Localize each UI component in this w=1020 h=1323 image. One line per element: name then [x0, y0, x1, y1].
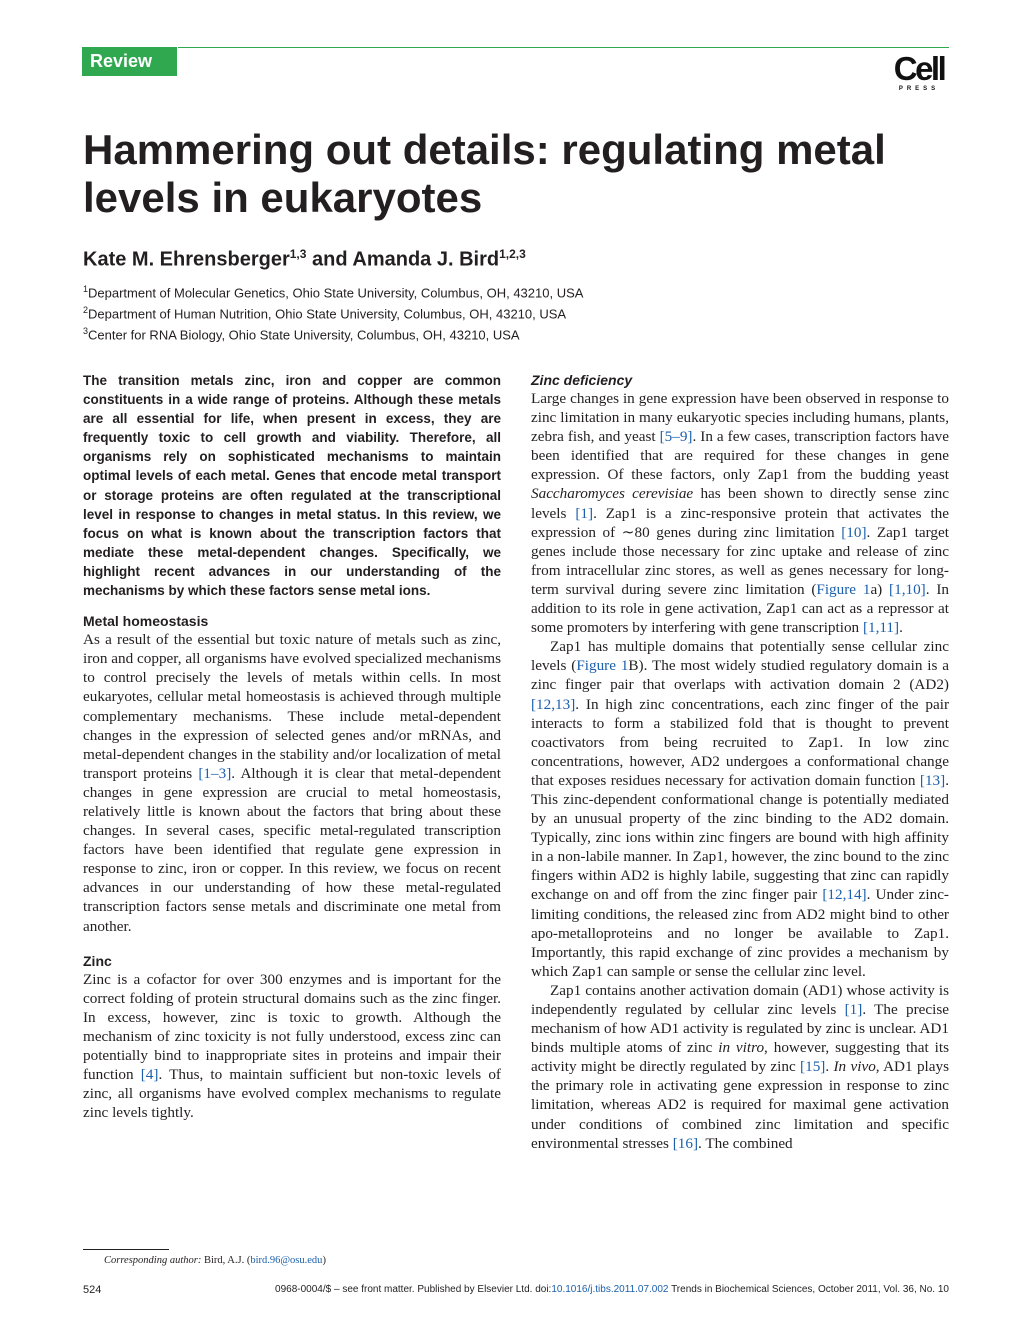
- body-text: . Zap1 is a zinc-responsive protein that activates the expression of ∼80 genes during zinc limitation: [531, 504, 949, 541]
- citation-link[interactable]: [1,10]: [889, 580, 926, 598]
- body-paragraph: [83, 970, 501, 1123]
- footnote-label: Corresponding author:: [104, 1255, 202, 1266]
- body-text: . In high zinc concentrations, each zinc finger of the pair interacts to form a stabilized fold that is thought to prevent coactivators from being recruited to Zap1. In low zinc concentrations, however, AD2 undergoes a conformational change that exposes residues necessary for activation domain function: [531, 695, 949, 789]
- article-type-tab: Review: [82, 47, 177, 76]
- author-affil-marker: 1,2,3: [499, 247, 526, 261]
- body-text: . In a few cases, transcription factors have been identified that are required for these changes in gene expression. Of these factors, only Zap1 from the budding yeast: [531, 428, 950, 484]
- footnote-close: ): [322, 1255, 326, 1266]
- body-text: Zap1 contains another activation domain (AD1) whose activity is independently regulated by cellular zinc levels: [531, 981, 949, 1018]
- affiliation-number: 3: [83, 326, 89, 337]
- body-text: . Under zinc-limiting conditions, the released zinc from AD2 might bind to other apo-metalloproteins and no longer be available to Zap1. Importantly, this rapid exchange of zinc provides a mechanism by which Zap1 can sample or sense the cellular zinc level.: [531, 886, 949, 980]
- body-text: Large changes in gene expression have been observed in response to zinc limitation in many eukaryotic species including humans, plants, zebra fish, and yeast: [531, 390, 949, 446]
- cell-press-logo: [887, 52, 951, 93]
- author-name: Kate M. Ehrensberger: [83, 248, 290, 271]
- citation-link[interactable]: [15]: [800, 1058, 826, 1076]
- body-text: , AD1 plays the primary role in activating gene expression in response to zinc limitation, whereas AD2 is required for maximal gene activation under conditions of combined zinc limitation and specific environmental stresses: [531, 1058, 950, 1152]
- figure-link[interactable]: Figure 1: [576, 657, 629, 675]
- footnote-rule: [83, 1249, 169, 1250]
- body-text: . In addition to its role in gene activation, Zap1 can act as a repressor at some promoters by interfering with gene transcription: [531, 580, 949, 637]
- corresponding-author-footnote: [104, 1254, 326, 1268]
- affiliation-line: [83, 281, 583, 302]
- body-paragraph: [531, 389, 949, 637]
- body-paragraph: [83, 630, 501, 936]
- citation-link[interactable]: [12,13]: [531, 695, 576, 713]
- doi-link[interactable]: 10.1016/j.tibs.2011.07.002: [551, 1284, 669, 1295]
- affiliation-text: Center for RNA Biology, Ohio State University, Columbus, OH, 43210, USA: [88, 327, 520, 343]
- affiliation-number: 1: [83, 284, 89, 294]
- affiliation-number: 2: [83, 305, 89, 316]
- body-text: a): [870, 580, 890, 598]
- right-column: [531, 371, 949, 1153]
- citation-link[interactable]: [1,11]: [862, 619, 900, 637]
- citation-link[interactable]: [5–9]: [659, 428, 693, 446]
- species-name: Saccharomyces cerevisiae: [531, 485, 694, 503]
- citation-link[interactable]: [13]: [919, 771, 946, 789]
- abstract: The transition metals zinc, iron and copper are common constituents in a wide range of proteins. Although these metals are all essential for life, when present in excess, they are frequently toxic to cell growth and viability. Therefore, all organisms rely on sophisticated mechanisms to maintain optimal levels of each metal. Genes that encode metal transport or storage proteins are often regulated at the transcriptional level in response to changes in metal status. In this review, we focus on what is known about the transcription factors that mediate these metal-dependent changes. Specifically, we highlight recent advances in our understanding of the mechanisms by which these factors sense metal ions.: [83, 373, 501, 599]
- body-text: , however, suggesting that its activity might be directly regulated by zinc: [531, 1039, 949, 1076]
- body-text: As a result of the essential but toxic nature of metals such as zinc, iron and copper, all organisms have evolved specialized mechanisms to control precisely the levels of metals within cells. In most eukaryotes, cellular metal homeostasis is achieved through multiple complementary mechanisms. These include metal-dependent changes in the expression of selected genes and/or mRNAs, and metal-dependent changes in the stability and/or localization of metal transport proteins: [83, 631, 501, 782]
- section-heading-metal-homeostasis: Metal homeostasis: [83, 613, 209, 630]
- section-heading-zinc: Zinc: [83, 952, 112, 969]
- citation-link[interactable]: [1–3]: [198, 764, 232, 782]
- article-title: Hammering out details: regulating metal levels in eukaryotes: [83, 126, 886, 221]
- body-text: Zap1 has multiple domains that potentially sense cellular zinc levels (: [531, 638, 949, 675]
- author-line: [83, 241, 526, 273]
- affiliation-text: Department of Molecular Genetics, Ohio State University, Columbus, OH, 43210, USA: [88, 285, 584, 301]
- email-link[interactable]: bird.96@osu.edu: [250, 1255, 323, 1266]
- latin-term: In vivo: [833, 1058, 876, 1076]
- author-affil-marker: 1,3: [289, 247, 307, 261]
- journal-info: [275, 1283, 949, 1297]
- citation-link[interactable]: [12,14]: [822, 886, 867, 904]
- body-text: B). The most widely studied regulatory domain is a zinc finger pair that overlaps with activation domain 2 (AD2): [531, 657, 950, 694]
- citation-link[interactable]: [1]: [575, 504, 594, 522]
- body-text: Zinc is a cofactor for over 300 enzymes and is important for the correct folding of protein structural domains such as the zinc finger. In excess, however, zinc is toxic to growth. Although the mechanism of zinc toxicity is not fully understood, excess zinc can potentially bind to inappropriate sites in proteins and impair their function: [83, 970, 501, 1084]
- page-number: 524: [83, 1284, 102, 1296]
- citation-link[interactable]: [16]: [672, 1134, 699, 1152]
- body-text: .: [899, 619, 903, 637]
- citation-link[interactable]: [10]: [841, 523, 867, 541]
- logo-word: Cell: [893, 50, 945, 87]
- header-rule: [178, 47, 949, 48]
- author-connector: and: [311, 248, 348, 271]
- affiliations: [83, 281, 583, 344]
- body-text: . This zinc-dependent conformational change is potentially mediated by an unusual property of the zinc binding to the AD2 domain. Typically, zinc ions within zinc fingers are bound with high affinity in a non-labile manner. In Zap1, however, the zinc bound to the zinc fingers within AD2 is highly labile, suggesting that zinc can rapidly exchange on and off from the zinc finger pair: [531, 771, 949, 904]
- left-column: [83, 371, 501, 1122]
- body-paragraph: [531, 637, 949, 981]
- body-text: . Thus, to maintain sufficient but non-toxic levels of zinc, all organisms have evolved complex mechanisms to regulate zinc levels tightly.: [83, 1066, 501, 1122]
- section-gap: [83, 936, 501, 952]
- figure-link[interactable]: Figure 1: [816, 580, 871, 598]
- issn-text: 0968-0004/$ – see front matter. Published by Elsevier Ltd. doi:: [275, 1284, 552, 1295]
- affiliation-line: [83, 302, 583, 323]
- section-heading-zinc-deficiency: Zinc deficiency: [531, 372, 633, 388]
- body-paragraph: [531, 981, 949, 1153]
- author-name: Amanda J. Bird: [352, 248, 500, 271]
- body-text: . Zap1 target genes include those necessary for zinc uptake and release of zinc from intracellular zinc stores, as well as genes necessary for long-term survival during severe zinc limitation (: [531, 523, 949, 598]
- body-text: . The precise mechanism of how AD1 activity is regulated by zinc is unclear. AD1 binds multiple atoms of zinc: [531, 1001, 950, 1057]
- logo-subtext: PRESS: [898, 86, 940, 92]
- body-text: . The combined: [698, 1134, 793, 1152]
- journal-citation: Trends in Biochemical Sciences, October 2011, Vol. 36, No. 10: [668, 1284, 949, 1295]
- body-text: . Although it is clear that metal-dependent changes in gene expression are crucial to metal homeostasis, relatively little is known about the factors that bring about these changes. In several cases, specific metal-regulated transcription factors have been identified that regulate gene expression in response to zinc, iron or copper. In this review, we focus on recent advances in our understanding of how these metal-regulated transcription factors sense metals and discriminate one metal from another.: [83, 764, 501, 935]
- affiliation-line: [83, 323, 583, 344]
- citation-link[interactable]: [4]: [140, 1066, 159, 1084]
- body-text: .: [825, 1058, 834, 1076]
- latin-term: in vitro: [718, 1039, 765, 1057]
- body-text: has been shown to directly sense zinc levels: [531, 485, 949, 522]
- footnote-name: Bird, A.J. (: [201, 1255, 251, 1266]
- citation-link[interactable]: [1]: [844, 1001, 863, 1018]
- affiliation-text: Department of Human Nutrition, Ohio State University, Columbus, OH, 43210, USA: [88, 306, 567, 322]
